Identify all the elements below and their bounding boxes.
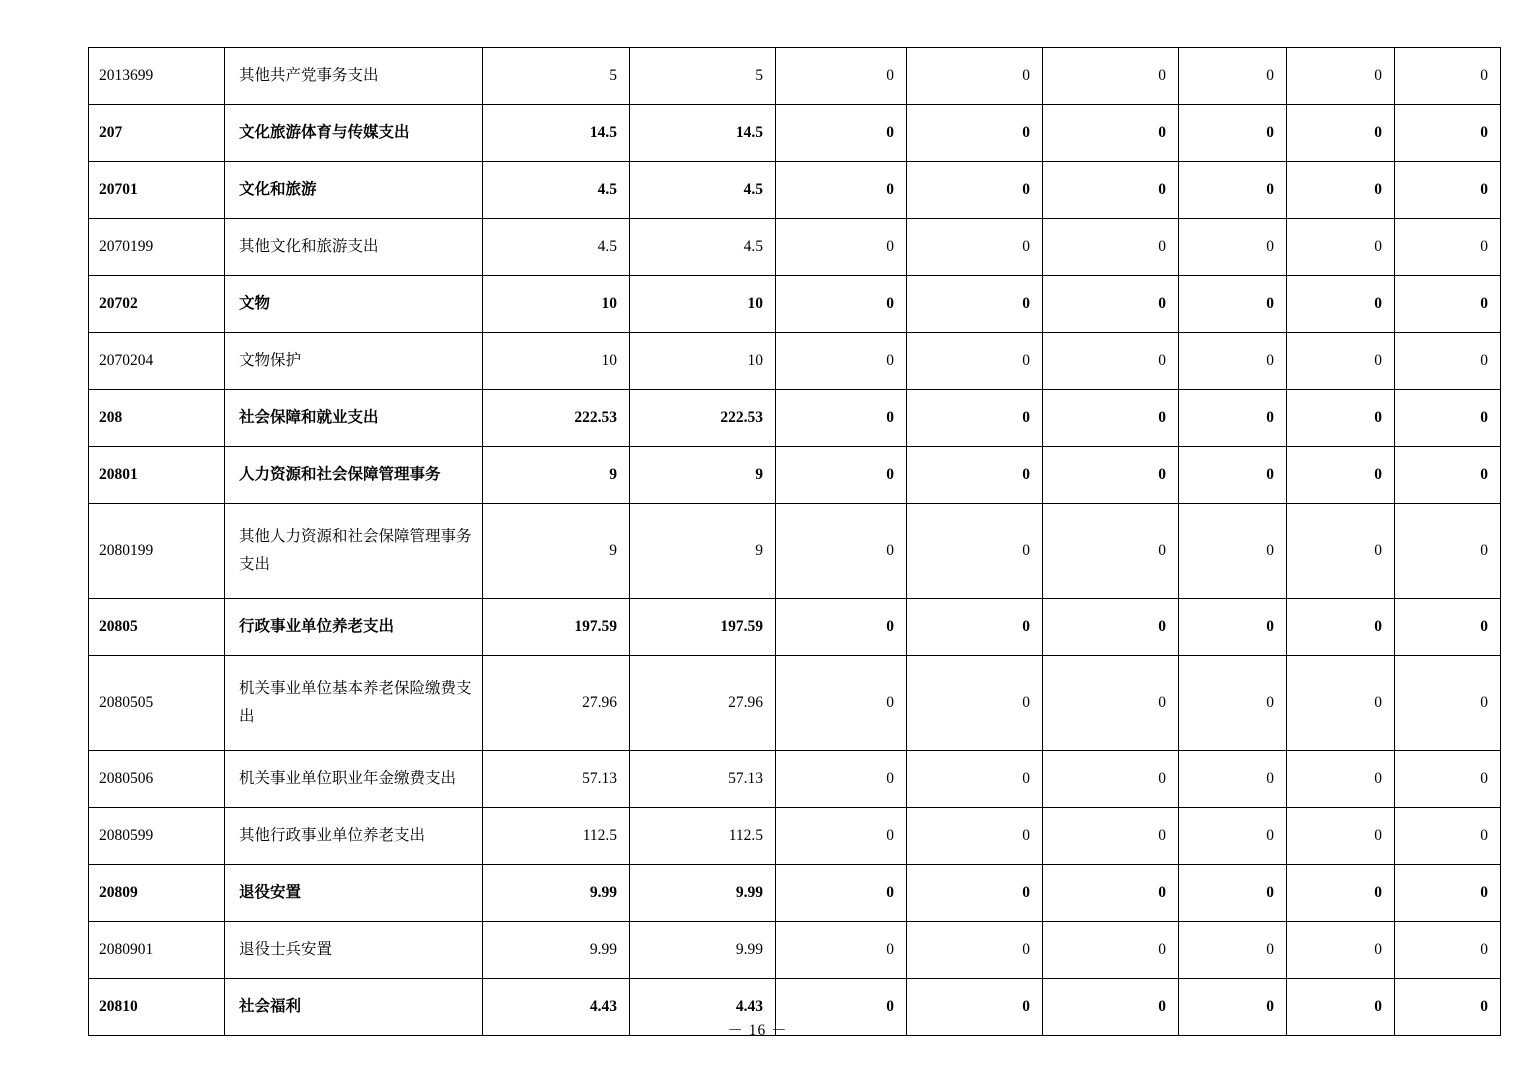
cell-item-name: [225, 656, 483, 751]
cell-amount: 0: [1043, 390, 1179, 447]
cell-amount: 9.99: [630, 922, 776, 979]
cell-amount: 0: [1287, 656, 1395, 751]
cell-amount: 10: [483, 276, 630, 333]
cell-amount: 0: [1395, 656, 1501, 751]
cell-amount: 9: [630, 447, 776, 504]
table-row: [89, 390, 1501, 447]
cell-amount: 0: [776, 979, 907, 1036]
cell-item-name: [225, 865, 483, 922]
cell-amount: 0: [1287, 105, 1395, 162]
cell-amount: 0: [907, 504, 1043, 599]
cell-budget-code: 20805: [89, 599, 225, 656]
cell-amount: 0: [1395, 219, 1501, 276]
cell-amount: 0: [1179, 447, 1287, 504]
cell-amount: 9.99: [483, 922, 630, 979]
cell-amount: 197.59: [630, 599, 776, 656]
cell-amount: 0: [1395, 504, 1501, 599]
cell-amount: 0: [1179, 979, 1287, 1036]
cell-amount: 0: [907, 808, 1043, 865]
cell-amount: 0: [1179, 656, 1287, 751]
cell-amount: 0: [776, 276, 907, 333]
cell-amount: 0: [907, 48, 1043, 105]
cell-amount: 4.43: [630, 979, 776, 1036]
cell-amount: 5: [483, 48, 630, 105]
cell-amount: 0: [907, 599, 1043, 656]
cell-amount: 0: [907, 656, 1043, 751]
cell-amount: 0: [1287, 276, 1395, 333]
cell-amount: 0: [1287, 979, 1395, 1036]
cell-amount: 0: [1287, 599, 1395, 656]
cell-amount: 0: [776, 751, 907, 808]
cell-item-name: [225, 162, 483, 219]
cell-amount: 0: [1179, 219, 1287, 276]
cell-amount: 0: [1179, 48, 1287, 105]
cell-amount: 9: [630, 504, 776, 599]
cell-budget-code: 20701: [89, 162, 225, 219]
cell-amount: 0: [1043, 656, 1179, 751]
cell-amount: 10: [630, 276, 776, 333]
cell-amount: 0: [1287, 865, 1395, 922]
cell-amount: 0: [1043, 162, 1179, 219]
cell-budget-code: 20809: [89, 865, 225, 922]
cell-amount: 0: [1395, 599, 1501, 656]
cell-amount: 0: [1043, 219, 1179, 276]
cell-amount: 0: [776, 808, 907, 865]
cell-amount: 10: [483, 333, 630, 390]
cell-amount: 0: [1287, 219, 1395, 276]
cell-amount: 4.5: [483, 219, 630, 276]
cell-amount: 0: [1179, 504, 1287, 599]
cell-amount: 57.13: [630, 751, 776, 808]
cell-amount: 0: [1179, 922, 1287, 979]
cell-amount: 0: [1043, 808, 1179, 865]
cell-amount: 9: [483, 447, 630, 504]
cell-amount: 0: [1395, 48, 1501, 105]
cell-amount: 0: [907, 390, 1043, 447]
cell-amount: 5: [630, 48, 776, 105]
cell-amount: 0: [776, 162, 907, 219]
cell-amount: 0: [1287, 390, 1395, 447]
item-name-text: 社会福利: [239, 998, 302, 1016]
cell-amount: 0: [1395, 865, 1501, 922]
table-row: [89, 922, 1501, 979]
cell-amount: 0: [1179, 751, 1287, 808]
cell-amount: 0: [776, 447, 907, 504]
cell-amount: 0: [1179, 105, 1287, 162]
item-name-text: 退役安置: [239, 884, 302, 902]
cell-item-name: [225, 599, 483, 656]
cell-amount: 0: [1179, 808, 1287, 865]
table-row: [89, 808, 1501, 865]
cell-amount: 197.59: [483, 599, 630, 656]
cell-amount: 0: [1395, 162, 1501, 219]
cell-amount: 0: [1179, 162, 1287, 219]
cell-amount: 0: [1179, 276, 1287, 333]
table-body: [89, 48, 1501, 1036]
cell-budget-code: 20702: [89, 276, 225, 333]
cell-amount: 0: [907, 922, 1043, 979]
cell-amount: 0: [1179, 599, 1287, 656]
cell-budget-code: 2080506: [89, 751, 225, 808]
cell-budget-code: 2080505: [89, 656, 225, 751]
cell-amount: 0: [776, 105, 907, 162]
cell-amount: 0: [1043, 751, 1179, 808]
cell-amount: 14.5: [483, 105, 630, 162]
cell-amount: 0: [1043, 865, 1179, 922]
cell-item-name: [225, 922, 483, 979]
cell-budget-code: 2070204: [89, 333, 225, 390]
cell-item-name: [225, 219, 483, 276]
table-row: [89, 219, 1501, 276]
cell-amount: 0: [776, 333, 907, 390]
cell-amount: 0: [1179, 390, 1287, 447]
cell-amount: 0: [1043, 504, 1179, 599]
cell-amount: 0: [907, 979, 1043, 1036]
page-number: － 16 －: [727, 1022, 788, 1039]
item-name-text: 退役士兵安置: [239, 941, 333, 959]
cell-amount: 0: [907, 276, 1043, 333]
cell-budget-code: 2080901: [89, 922, 225, 979]
cell-amount: 0: [907, 162, 1043, 219]
cell-amount: 0: [1395, 333, 1501, 390]
cell-budget-code: 2080599: [89, 808, 225, 865]
cell-budget-code: 207: [89, 105, 225, 162]
cell-budget-code: 20810: [89, 979, 225, 1036]
cell-amount: 0: [1287, 48, 1395, 105]
cell-item-name: [225, 48, 483, 105]
cell-amount: 0: [1395, 922, 1501, 979]
cell-amount: 0: [1395, 105, 1501, 162]
cell-item-name: [225, 105, 483, 162]
cell-item-name: [225, 333, 483, 390]
cell-amount: 0: [1287, 504, 1395, 599]
cell-amount: 0: [776, 504, 907, 599]
cell-budget-code: 20801: [89, 447, 225, 504]
cell-budget-code: 2080199: [89, 504, 225, 599]
item-name-text: 文化和旅游: [239, 181, 317, 199]
cell-amount: 0: [776, 48, 907, 105]
item-name-text: 文物保护: [239, 352, 302, 370]
item-name-text: 人力资源和社会保障管理事务: [239, 466, 441, 484]
item-name-text: 机关事业单位职业年金缴费支出: [239, 770, 457, 788]
item-name-text: 机关事业单位基本养老保险缴费支出: [239, 680, 472, 725]
item-name-text: 行政事业单位养老支出: [239, 618, 395, 636]
table-row: [89, 504, 1501, 599]
table-row: [89, 276, 1501, 333]
cell-amount: 0: [1287, 162, 1395, 219]
cell-amount: 0: [907, 219, 1043, 276]
cell-amount: 0: [1043, 599, 1179, 656]
cell-amount: 112.5: [483, 808, 630, 865]
item-name-text: 其他文化和旅游支出: [239, 238, 379, 256]
cell-amount: 9: [483, 504, 630, 599]
cell-amount: 0: [907, 333, 1043, 390]
cell-amount: 0: [1395, 808, 1501, 865]
cell-amount: 4.5: [630, 162, 776, 219]
cell-amount: 0: [1287, 922, 1395, 979]
cell-amount: 0: [1043, 979, 1179, 1036]
item-name-text: 其他共产党事务支出: [239, 67, 379, 85]
cell-amount: 0: [776, 599, 907, 656]
table-row: [89, 751, 1501, 808]
cell-amount: 0: [1287, 808, 1395, 865]
cell-amount: 57.13: [483, 751, 630, 808]
cell-budget-code: 208: [89, 390, 225, 447]
budget-expenditure-table: [88, 47, 1501, 1036]
cell-amount: 0: [1395, 751, 1501, 808]
cell-budget-code: 2070199: [89, 219, 225, 276]
cell-amount: 112.5: [630, 808, 776, 865]
cell-amount: 0: [1043, 333, 1179, 390]
table-row: [89, 162, 1501, 219]
cell-amount: 0: [907, 447, 1043, 504]
cell-amount: 0: [1395, 447, 1501, 504]
cell-amount: 0: [1043, 276, 1179, 333]
item-name-text: 社会保障和就业支出: [239, 409, 379, 427]
cell-amount: 0: [1395, 979, 1501, 1036]
item-name-text: 其他人力资源和社会保障管理事务支出: [239, 528, 472, 573]
cell-amount: 0: [1043, 447, 1179, 504]
cell-item-name: [225, 808, 483, 865]
cell-amount: 0: [907, 865, 1043, 922]
cell-amount: 0: [1287, 447, 1395, 504]
cell-item-name: [225, 751, 483, 808]
table-row: [89, 865, 1501, 922]
cell-amount: 0: [776, 922, 907, 979]
table-row: [89, 656, 1501, 751]
cell-amount: 0: [1179, 333, 1287, 390]
cell-amount: 27.96: [483, 656, 630, 751]
cell-item-name: [225, 390, 483, 447]
cell-amount: 0: [1287, 751, 1395, 808]
item-name-text: 文化旅游体育与传媒支出: [239, 124, 410, 142]
cell-amount: 27.96: [630, 656, 776, 751]
cell-amount: 0: [1043, 48, 1179, 105]
cell-amount: 0: [776, 219, 907, 276]
cell-amount: 0: [776, 390, 907, 447]
table-row: [89, 447, 1501, 504]
item-name-text: 其他行政事业单位养老支出: [239, 827, 426, 845]
cell-item-name: [225, 504, 483, 599]
cell-amount: 0: [907, 105, 1043, 162]
cell-budget-code: 2013699: [89, 48, 225, 105]
cell-amount: 0: [1043, 922, 1179, 979]
item-name-text: 文物: [239, 295, 271, 313]
cell-item-name: [225, 276, 483, 333]
cell-amount: 9.99: [630, 865, 776, 922]
cell-amount: 4.5: [630, 219, 776, 276]
table-row: [89, 105, 1501, 162]
cell-amount: 0: [1043, 105, 1179, 162]
cell-amount: 0: [907, 751, 1043, 808]
cell-amount: 10: [630, 333, 776, 390]
cell-item-name: [225, 447, 483, 504]
cell-amount: 222.53: [483, 390, 630, 447]
table-row: [89, 333, 1501, 390]
cell-amount: 0: [1179, 865, 1287, 922]
cell-amount: 0: [1395, 276, 1501, 333]
table-row: [89, 48, 1501, 105]
cell-amount: 0: [1395, 390, 1501, 447]
cell-amount: 222.53: [630, 390, 776, 447]
cell-amount: 0: [776, 865, 907, 922]
cell-amount: 9.99: [483, 865, 630, 922]
table-row: [89, 599, 1501, 656]
cell-amount: 4.43: [483, 979, 630, 1036]
cell-amount: 0: [1287, 333, 1395, 390]
cell-amount: 0: [776, 656, 907, 751]
cell-amount: 14.5: [630, 105, 776, 162]
cell-amount: 4.5: [483, 162, 630, 219]
